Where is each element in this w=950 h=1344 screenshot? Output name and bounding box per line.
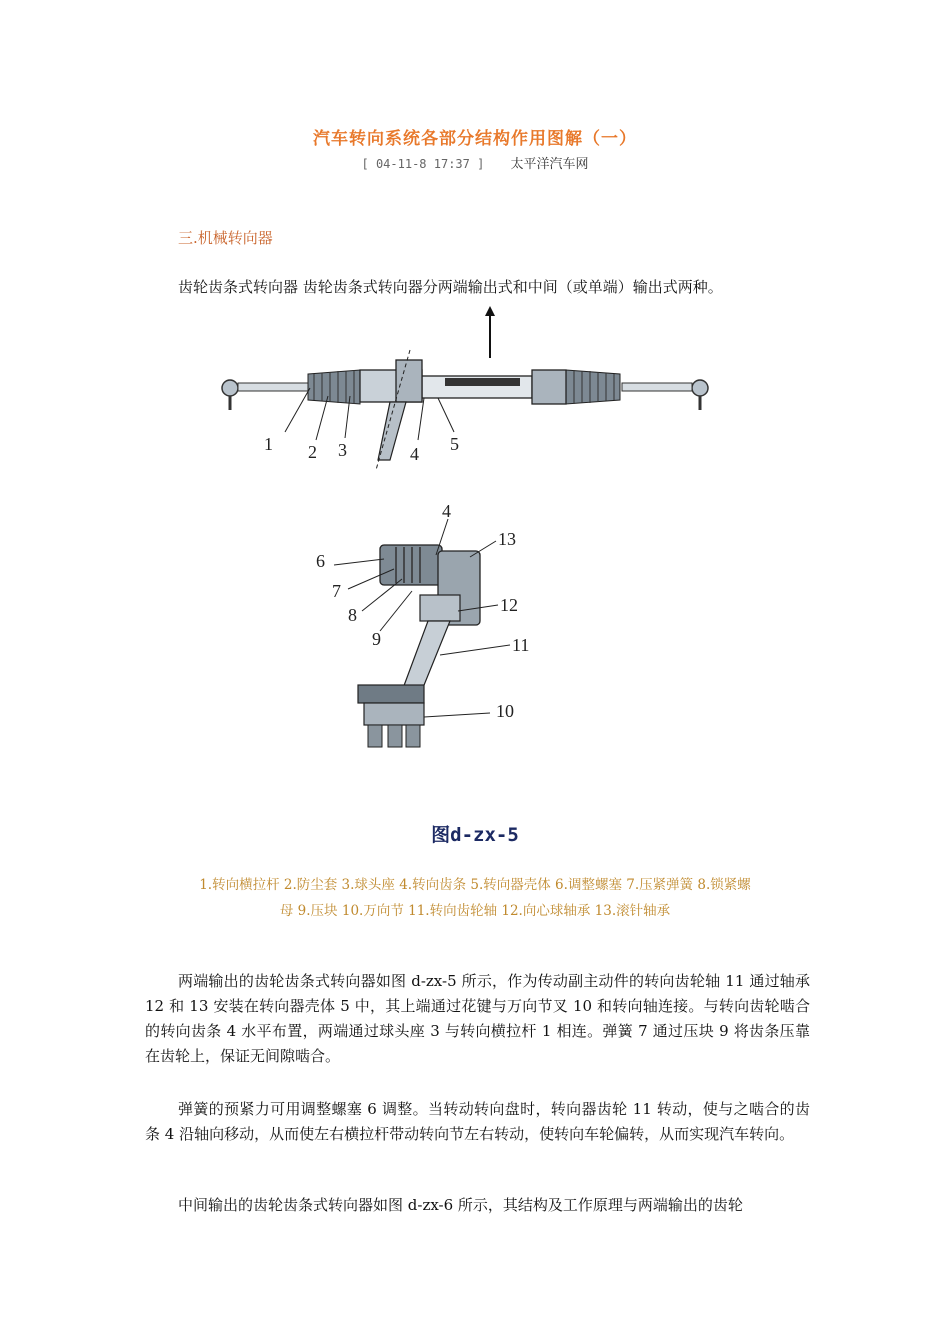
- intro-text: 齿轮齿条式转向器 齿轮齿条式转向器分两端输出式和中间（或单端）输出式两种。: [178, 278, 723, 296]
- fig2-label: 8: [348, 605, 357, 625]
- section-heading: 三.机械转向器: [178, 229, 273, 247]
- legend-line: 母 9.压块 10.万向节 11.转向齿轮轴 12.向心球轴承 13.滚针轴承: [279, 903, 671, 919]
- fig1-label: 4: [410, 444, 419, 464]
- steering-rack-illustration: [210, 300, 730, 480]
- pinion-detail-illustration: [300, 495, 560, 765]
- fig2-label: 10: [496, 701, 514, 721]
- body-paragraph: 弹簧的预紧力可用调整螺塞 6 调整。当转动转向盘时，转向器齿轮 11 转动，使与之啮合的齿条 4 沿轴向移动，从而使左右横拉杆带动转向节左右转动，使转向车轮偏转，从而实现汽车转向。: [145, 1100, 810, 1143]
- fig2-label: 12: [500, 595, 518, 615]
- article-title: 汽车转向系统各部分结构作用图解（一）: [313, 129, 637, 149]
- article-source: 太平洋汽车网: [510, 157, 589, 172]
- fig2-label: 7: [332, 581, 341, 601]
- body-paragraph: 中间输出的齿轮齿条式转向器如图 d-zx-6 所示，其结构及工作原理与两端输出的齿轮: [178, 1196, 743, 1214]
- figure-legend: [140, 872, 810, 924]
- article-date: [ 04-11-8 17:37 ]: [361, 157, 485, 171]
- fig2-label: 9: [372, 629, 381, 649]
- fig1-label: 5: [450, 434, 459, 454]
- fig1-label: 3: [338, 440, 347, 460]
- fig2-label: 11: [512, 635, 530, 655]
- fig2-label: 6: [316, 551, 325, 571]
- figure-caption: 图d-zx-5: [431, 824, 519, 846]
- fig2-label: 4: [442, 501, 451, 521]
- article-meta: [0, 153, 950, 172]
- body-paragraph: 两端输出的齿轮齿条式转向器如图 d-zx-5 所示，作为传动副主动件的转向齿轮轴 11 通过轴承 12 和 13 安装在转向器壳体 5 中，其上端通过花键与万向节叉 10 和转向轴连接。与转向齿轮啮合的转向齿条 4 水平布置，两端通过球头座 3 与转向横拉杆 1 相连。弹簧 7 通过压块 9 将齿条压靠在齿轮上，保证无间隙啮合。: [145, 972, 810, 1065]
- fig1-label: 1: [264, 434, 273, 454]
- legend-line: 1.转向横拉杆 2.防尘套 3.球头座 4.转向齿条 5.转向器壳体 6.调整螺塞 7.压紧弹簧 8.锁紧螺: [199, 877, 751, 893]
- fig2-label: 13: [498, 529, 516, 549]
- fig1-label: 2: [308, 442, 317, 462]
